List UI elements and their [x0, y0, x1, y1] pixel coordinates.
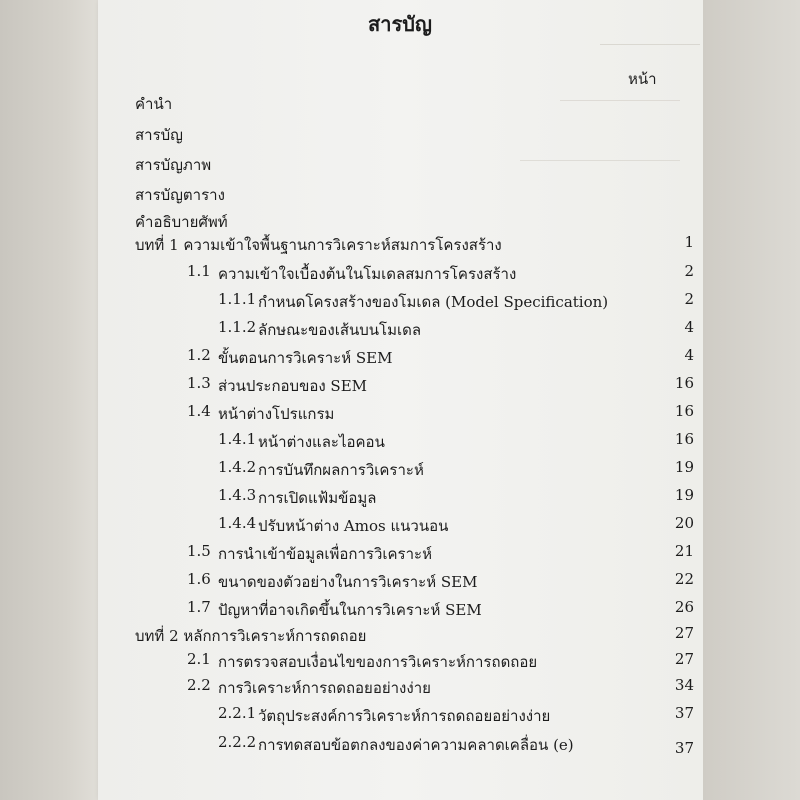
page-number: 2 [684, 262, 694, 280]
page-number: 2 [684, 290, 694, 308]
section-label: ปรับหน้าต่าง Amos แนวนอน [258, 517, 449, 535]
toc-entry [0, 233, 800, 259]
section-number: 1.4.1 [218, 430, 257, 448]
section-number: 1.1.1 [218, 290, 257, 308]
page-number: 4 [684, 318, 694, 336]
chapter-label: บทที่ 2 หลักการวิเคราะห์การถดถอย [135, 627, 367, 645]
section-label: การทดสอบข้อตกลงของค่าความคลาดเคลื่อน (e) [258, 736, 574, 754]
page-number: 16 [674, 374, 694, 392]
front-matter-item [0, 153, 800, 179]
section-number: 1.7 [187, 598, 211, 616]
section-label: การนำเข้าข้อมูลเพื่อการวิเคราะห์ [218, 545, 432, 563]
section-number: 2.2.2 [218, 733, 257, 751]
page-number: 37 [674, 739, 694, 757]
section-label: ส่วนประกอบของ SEM [218, 377, 368, 395]
section-number: 1.4 [187, 402, 211, 420]
front-matter-label: สารบัญตาราง [135, 186, 225, 204]
toc-entry [0, 262, 800, 288]
section-label: การตรวจสอบเงื่อนไขของการวิเคราะห์การถดถอย [218, 653, 538, 671]
page-number: 20 [674, 514, 694, 532]
front-matter-label: คำนำ [135, 95, 173, 113]
toc-entry [0, 514, 800, 540]
toc-entry [0, 542, 800, 568]
front-matter-item [0, 92, 800, 118]
section-number: 2.2 [187, 676, 211, 694]
section-label: การเปิดแฟ้มข้อมูล [258, 489, 377, 507]
section-label: ลักษณะของเส้นบนโมเดล [258, 321, 422, 339]
page-number: 19 [674, 486, 694, 504]
section-number: 1.5 [187, 542, 211, 560]
toc-entry [0, 290, 800, 316]
toc-entry [0, 570, 800, 596]
toc-entry [0, 733, 800, 759]
toc-entry [0, 624, 800, 650]
section-number: 1.2 [187, 346, 211, 364]
section-label: ขนาดของตัวอย่างในการวิเคราะห์ SEM [218, 573, 478, 591]
chapter-label: บทที่ 1 ความเข้าใจพื้นฐานการวิเคราะห์สมการโครงสร้าง [135, 236, 502, 254]
section-number: 2.1 [187, 650, 211, 668]
section-number: 1.6 [187, 570, 211, 588]
page-number: 37 [674, 704, 694, 722]
front-matter-label: คำอธิบายศัพท์ [135, 213, 228, 231]
toc-entry [0, 346, 800, 372]
section-label: การบันทึกผลการวิเคราะห์ [258, 461, 424, 479]
page-title: สารบัญ [368, 12, 432, 36]
front-matter-item [0, 123, 800, 149]
page-number: 27 [674, 624, 694, 642]
section-number: 1.3 [187, 374, 211, 392]
toc-entry [0, 486, 800, 512]
section-number: 2.2.1 [218, 704, 257, 722]
section-number: 1.4.3 [218, 486, 257, 504]
page-column-header: หน้า [628, 70, 657, 88]
page-number: 34 [674, 676, 694, 694]
page-number: 22 [674, 570, 694, 588]
section-number: 1.1 [187, 262, 211, 280]
section-number: 1.4.4 [218, 514, 257, 532]
section-number: 1.4.2 [218, 458, 257, 476]
toc-entry [0, 430, 800, 456]
page-number: 21 [674, 542, 694, 560]
page-number: 1 [684, 233, 694, 251]
toc-entry [0, 676, 800, 702]
toc-entry [0, 598, 800, 624]
section-label: ขั้นตอนการวิเคราะห์ SEM [218, 349, 393, 367]
page-number: 26 [674, 598, 694, 616]
page-number: 19 [674, 458, 694, 476]
section-label: หน้าต่างโปรแกรม [218, 405, 335, 423]
page-number: 16 [674, 402, 694, 420]
toc-entry [0, 374, 800, 400]
section-label: ปัญหาที่อาจเกิดขึ้นในการวิเคราะห์ SEM [218, 601, 482, 619]
toc-entry [0, 704, 800, 730]
toc-entry [0, 318, 800, 344]
section-number: 1.1.2 [218, 318, 257, 336]
page-number: 4 [684, 346, 694, 364]
toc-entry [0, 458, 800, 484]
section-label: ความเข้าใจเบื้องต้นในโมเดลสมการโครงสร้าง [218, 265, 517, 283]
section-label: การวิเคราะห์การถดถอยอย่างง่าย [218, 679, 431, 697]
section-label: หน้าต่างและไอคอน [258, 433, 385, 451]
toc-entry [0, 402, 800, 428]
page-number: 16 [674, 430, 694, 448]
front-matter-item [0, 183, 800, 209]
page-number: 27 [674, 650, 694, 668]
section-label: กำหนดโครงสร้างของโมเดล (Model Specification) [258, 293, 609, 311]
section-label: วัตถุประสงค์การวิเคราะห์การถดถอยอย่างง่าย [258, 707, 551, 725]
toc-entry [0, 650, 800, 676]
front-matter-label: สารบัญ [135, 126, 183, 144]
bleed-through [600, 44, 700, 55]
front-matter-label: สารบัญภาพ [135, 156, 212, 174]
